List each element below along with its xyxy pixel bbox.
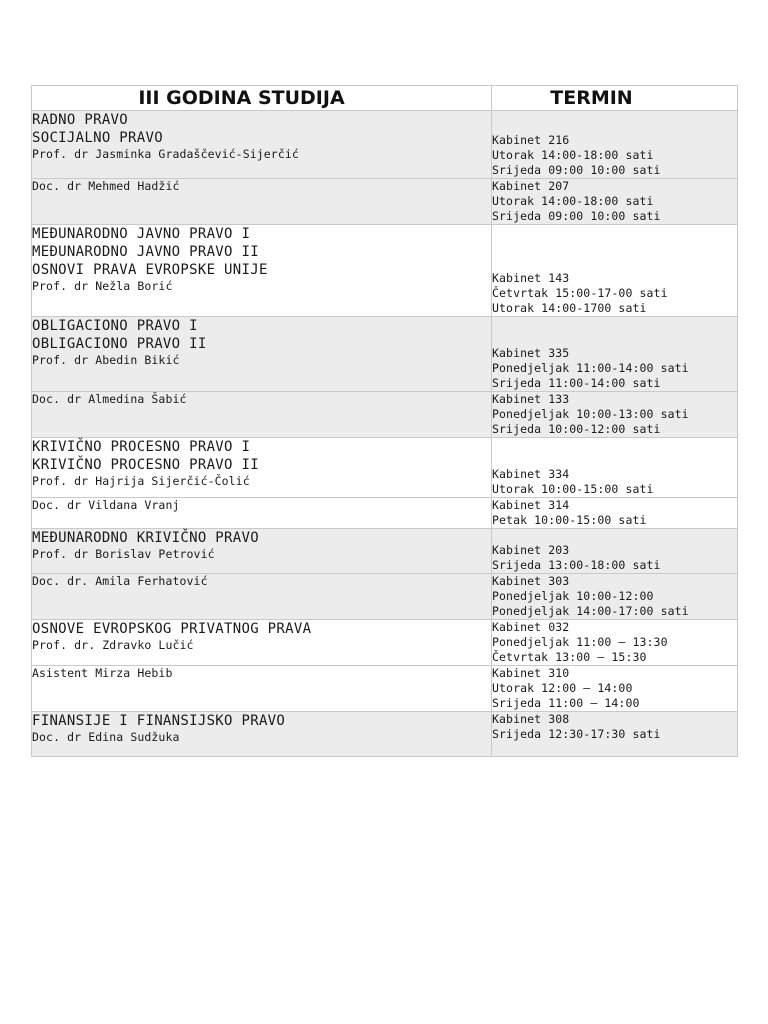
termin-cell [492,666,738,712]
termin-line: Ponedjeljak 14:00-17:00 sati [492,604,689,618]
professor-name: Doc. dr Vildana Vranj [32,498,180,512]
subject-cell [32,111,492,179]
course-title: OSNOVI PRAVA EVROPSKE UNIJE [32,262,268,278]
course-title: OSNOVE EVROPSKOG PRIVATNOG PRAVA [32,621,312,637]
table-row [32,666,738,712]
professor-name: Doc. dr. Amila Ferhatović [32,574,208,588]
termin-line: Kabinet 308 [492,712,570,726]
subject-cell [32,620,492,666]
termin-line: Utorak 14:00-18:00 sati [492,194,654,208]
course-title: MEĐUNARODNO JAVNO PRAVO II [32,244,259,260]
termin-line: Kabinet 207 [492,179,570,193]
professor-name: Prof. dr Hajrija Sijerčić-Čolić [32,474,250,488]
termin-line: Utorak 12:00 – 14:00 [492,681,633,695]
termin-line: Srijeda 09:00 10:00 sati [492,163,661,177]
professor-name: Prof. dr Abedin Bikić [32,353,180,367]
termin-cell [492,712,738,757]
subject-cell [32,529,492,574]
termin-line: Petak 10:00-15:00 sati [492,513,647,527]
termin-cell [492,392,738,438]
termin-line: Ponedjeljak 10:00-13:00 sati [492,407,689,421]
professor-name: Prof. dr Borislav Petrović [32,547,215,561]
professor-name: Doc. dr Almedina Šabić [32,392,187,406]
subject-cell [32,438,492,498]
termin-line: Kabinet 143 [492,271,570,285]
schedule-table [31,85,738,757]
course-title: KRIVIČNO PROCESNO PRAVO I [32,439,251,455]
course-title: MEĐUNARODNO KRIVIČNO PRAVO [32,530,259,546]
course-title: OBLIGACIONO PRAVO I [32,318,198,334]
subject-cell [32,498,492,529]
table-row [32,574,738,620]
termin-line: Četvrtak 15:00-17-00 sati [492,286,668,300]
termin-line: Srijeda 09:00 10:00 sati [492,209,661,223]
header-year: III GODINA STUDIJA [32,86,492,111]
header-termin: TERMIN [492,86,738,111]
subject-cell [32,574,492,620]
subject-cell [32,666,492,712]
termin-cell [492,574,738,620]
termin-line: Kabinet 032 [492,620,570,634]
table-row [32,529,738,574]
termin-line: Ponedjeljak 11:00-14:00 sati [492,361,689,375]
termin-line: Kabinet 335 [492,346,570,360]
table-row [32,620,738,666]
termin-line: Ponedjeljak 10:00-12:00 [492,589,654,603]
table-row [32,225,738,317]
professor-name: Doc. dr Mehmed Hadžić [32,179,180,193]
termin-cell [492,111,738,179]
termin-line: Utorak 14:00-18:00 sati [492,148,654,162]
termin-line: Kabinet 310 [492,666,570,680]
termin-cell [492,438,738,498]
termin-line: Utorak 14:00-1700 sati [492,301,647,315]
termin-line: Kabinet 303 [492,574,570,588]
course-title: SOCIJALNO PRAVO [32,130,163,146]
termin-cell [492,225,738,317]
termin-cell [492,498,738,529]
termin-line: Kabinet 216 [492,133,570,147]
subject-cell [32,179,492,225]
subject-cell [32,392,492,438]
termin-line: Četvrtak 13:00 – 15:30 [492,650,647,664]
table-row [32,438,738,498]
course-title: OBLIGACIONO PRAVO II [32,336,207,352]
subject-cell [32,317,492,392]
termin-line: Kabinet 314 [492,498,570,512]
termin-cell [492,179,738,225]
professor-name: Prof. dr Nežla Borić [32,279,173,293]
course-title: KRIVIČNO PROCESNO PRAVO II [32,457,259,473]
termin-cell [492,529,738,574]
professor-name: Prof. dr. Zdravko Lučić [32,638,194,652]
table-row [32,712,738,757]
course-title: RADNO PRAVO [32,112,129,128]
termin-line: Kabinet 203 [492,543,570,557]
termin-line: Srijeda 11:00-14:00 sati [492,376,661,390]
professor-name: Doc. dr Edina Sudžuka [32,730,180,744]
termin-cell [492,620,738,666]
professor-name: Prof. dr Jasminka Gradaščević-Sijerčić [32,147,299,161]
course-title: MEĐUNARODNO JAVNO PRAVO I [32,226,251,242]
termin-line: Kabinet 334 [492,467,570,481]
table-row [32,392,738,438]
header-row [32,86,738,111]
termin-line: Utorak 10:00-15:00 sati [492,482,654,496]
termin-line: Srijeda 10:00-12:00 sati [492,422,661,436]
termin-line: Ponedjeljak 11:00 – 13:30 [492,635,668,649]
subject-cell [32,712,492,757]
termin-line: Srijeda 13:00-18:00 sati [492,558,661,572]
table-row [32,111,738,179]
termin-line: Srijeda 11:00 – 14:00 [492,696,640,710]
table-row [32,317,738,392]
termin-line: Srijeda 12:30-17:30 sati [492,727,661,741]
table-row [32,498,738,529]
table-row [32,179,738,225]
termin-line: Kabinet 133 [492,392,570,406]
course-title: FINANSIJE I FINANSIJSKO PRAVO [32,713,286,729]
termin-cell [492,317,738,392]
subject-cell [32,225,492,317]
professor-name: Asistent Mirza Hebib [32,666,173,680]
